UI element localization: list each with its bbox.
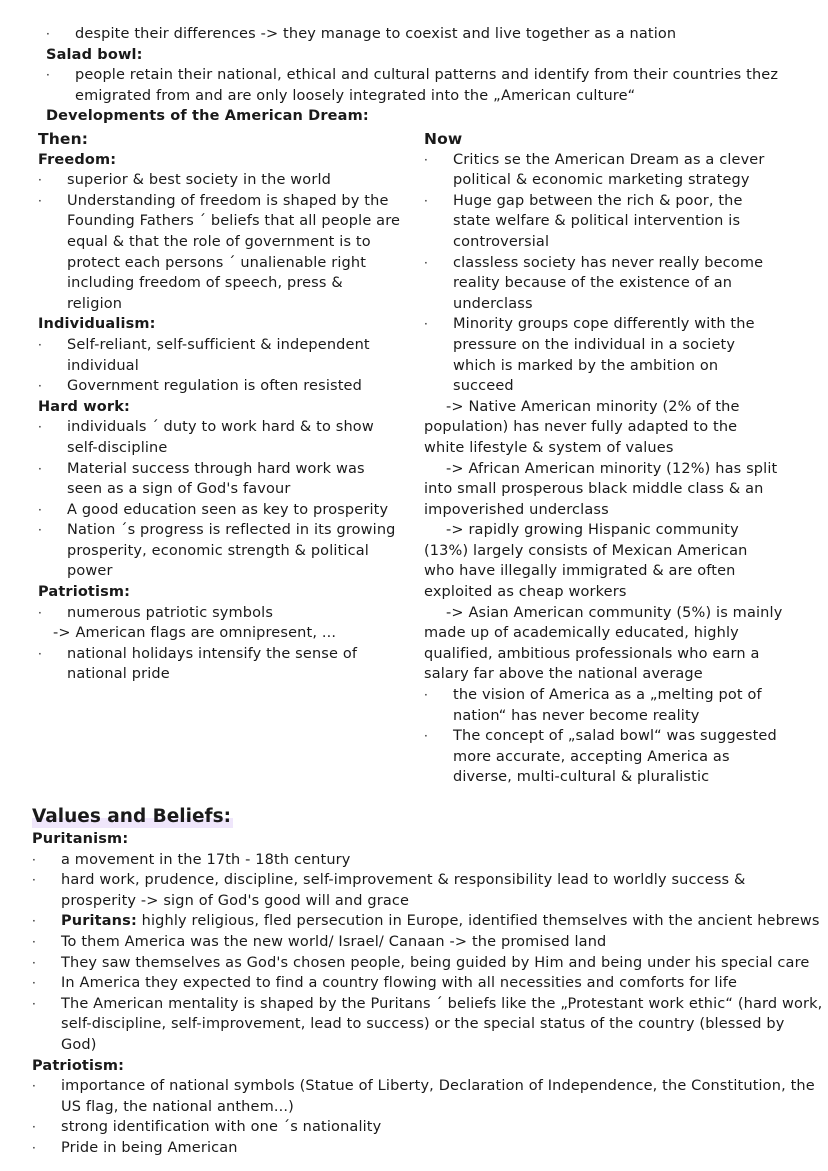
list-item: · a movement in the 17th - 18th century [32,850,822,871]
puritans-label: Puritans: [61,913,137,930]
list-item-continuation: God) [61,1036,97,1053]
list-item-continuation: national pride [67,666,170,683]
list-item-continuation: controversial [453,233,550,250]
bullet-icon: · [32,914,36,929]
list-item-continuation: individual [67,357,139,374]
african-american-note: -> African American minority (12%) has split [446,460,778,477]
list-item-continuation: protect each persons ´ unalienable right [67,254,367,271]
list-item-continuation: prosperity, economic strength & political [67,542,369,559]
list-item: · superior & best society in the world [38,170,418,191]
list-item-continuation: US flag, the national anthem...) [61,1098,294,1115]
bullet-icon: · [46,27,50,41]
list-item: · classless society has never really become [424,253,824,274]
list-item: · Critics se the American Dream as a clever [424,150,824,171]
list-item: · The concept of „salad bowl“ was suggested [424,726,824,747]
list-item-continuation: self-discipline [67,439,168,456]
salad-bowl-heading: Salad bowl: [46,46,143,63]
list-item: · Puritans: highly religious, fled persecution in Europe, identified themselves with the ancient hebrews [32,911,822,932]
bullet-icon: · [32,1079,36,1094]
native-american-note-continuation: population) has never fully adapted to the [424,419,738,436]
list-item-continuation: diverse, multi-cultural & pluralistic [453,769,710,786]
list-item-continuation: self-discipline, self-improvement, lead to success) or the special status of the country (blessed by [61,1016,785,1033]
bullet-icon: · [32,976,36,991]
list-item: · Self-reliant, self-sufficient & independent [38,335,418,356]
arrow-note: -> American flags are omnipresent, ... [53,625,337,642]
freedom-heading: Freedom: [38,151,117,168]
hispanic-note-continuation: (13%) largely consists of Mexican American [424,542,748,559]
list-item-continuation: prosperity -> sign of God's good will and grace [61,892,410,909]
list-item-continuation: pressure on the individual in a society [453,336,736,353]
list-item: · Minority groups cope differently with the [424,314,824,335]
list-item-continuation: underclass [453,295,533,312]
asian-american-note-continuation: qualified, ambitious professionals who earn a [424,645,760,662]
values-section [32,805,822,1159]
list-item-continuation: political & economic marketing strategy [453,172,750,189]
bullet-icon: · [38,379,42,394]
hispanic-note-continuation: exploited as cheap workers [424,584,627,601]
bullet-icon: · [38,173,42,188]
bullet-icon: · [32,934,36,949]
list-item: · the vision of America as a „melting pot of [424,685,824,706]
then-column [38,129,418,685]
list-item: · people retain their national, ethical and cultural patterns and identify from their countries thez [46,65,816,86]
bullet-icon: · [424,729,428,744]
asian-american-note: -> Asian American community (5%) is mainly [446,604,783,621]
african-american-note-continuation: into small prosperous black middle class & an [424,481,764,498]
list-item-continuation: power [67,563,113,580]
list-item: · Nation ´s progress is reflected in its growing [38,520,418,541]
bullet-icon: · [38,605,42,620]
patriotism-values-heading: Patriotism: [32,1057,125,1074]
list-item-continuation: nation“ has never become reality [453,707,700,724]
list-item-continuation: religion [67,295,123,312]
list-item: · They saw themselves as God's chosen people, being guided by Him and being under his special care [32,953,822,974]
list-item-continuation: reality because of the existence of an [453,275,733,292]
list-item-continuation: more accurate, accepting America as [453,748,730,765]
list-item: · strong identification with one ´s nationality [32,1117,822,1138]
values-title: Values and Beliefs: [32,806,231,827]
bullet-icon: · [424,193,428,208]
list-item: · In America they expected to find a country flowing with all necessities and comforts for life [32,973,822,994]
list-item-continuation: including freedom of speech, press & [67,275,343,292]
bullet-icon: · [424,152,428,167]
bullet-icon: · [32,1120,36,1135]
list-item-continuation: Founding Fathers ´ beliefs that all people are [67,213,401,230]
bullet-icon: · [32,1140,36,1155]
list-item: · national holidays intensify the sense of [38,644,418,665]
african-american-note-continuation: impoverished underclass [424,501,609,518]
list-item: · hard work, prudence, discipline, self-improvement & responsibility lead to worldly success & [32,870,822,891]
list-item-continuation: seen as a sign of God's favour [67,481,291,498]
then-heading: Then: [38,130,89,148]
bullet-icon: · [38,502,42,517]
list-item-continuation: state welfare & political intervention is [453,213,741,230]
list-item: · Huge gap between the rich & poor, the [424,191,824,212]
hard-work-heading: Hard work: [38,398,130,415]
list-item: · importance of national symbols (Statue of Liberty, Declaration of Independence, the Constitution, the [32,1076,822,1097]
list-item: · The American mentality is shaped by the Puritans ´ beliefs like the „Protestant work ethic“ (hard work, [32,994,822,1015]
bullet-icon: · [32,852,36,867]
asian-american-note-continuation: made up of academically educated, highly [424,625,739,642]
developments-heading: Developments of the American Dream: [46,108,369,125]
list-item: · Pride in being American [32,1138,822,1159]
list-item: · despite their differences -> they manage to coexist and live together as a nation [46,24,816,45]
hispanic-note: -> rapidly growing Hispanic community [446,522,739,539]
list-item: · To them America was the new world/ Israel/ Canaan -> the promised land [32,932,822,953]
list-item: · Understanding of freedom is shaped by the [38,191,418,212]
bullet-icon: · [32,873,36,888]
bullet-icon: · [38,420,42,435]
list-item: · Government regulation is often resisted [38,376,418,397]
list-item-continuation: equal & that the role of government is to [67,233,371,250]
native-american-note-continuation: white lifestyle & system of values [424,439,674,456]
hispanic-note-continuation: who have illegally immigrated & are often [424,563,736,580]
bullet-icon: · [46,68,50,83]
asian-american-note-continuation: salary far above the national average [424,666,703,683]
bullet-icon: · [38,461,42,476]
now-heading: Now [424,130,463,148]
list-item-continuation: emigrated from and are only loosely integrated into the „American culture“ [75,87,636,104]
bullet-icon: · [424,317,428,332]
list-item: · individuals ´ duty to work hard & to show [38,417,418,438]
list-item: · A good education seen as key to prosperity [38,500,418,521]
bullet-icon: · [32,955,36,970]
now-column [424,129,824,788]
bullet-icon: · [38,193,42,208]
patriotism-heading: Patriotism: [38,584,131,601]
top-section [46,24,816,127]
bullet-icon: · [32,996,36,1011]
bullet-icon: · [424,255,428,270]
list-item: · Material success through hard work was [38,459,418,480]
list-item-continuation: succeed [453,378,514,395]
list-item: · numerous patriotic symbols [38,603,418,624]
bullet-icon: · [38,337,42,352]
bullet-icon: · [38,523,42,538]
bullet-icon: · [38,646,42,661]
individualism-heading: Individualism: [38,316,156,333]
puritanism-heading: Puritanism: [32,831,129,847]
native-american-note: -> Native American minority (2% of the [446,398,740,415]
bullet-icon: · [424,688,428,703]
list-item-continuation: which is marked by the ambition on [453,357,719,374]
